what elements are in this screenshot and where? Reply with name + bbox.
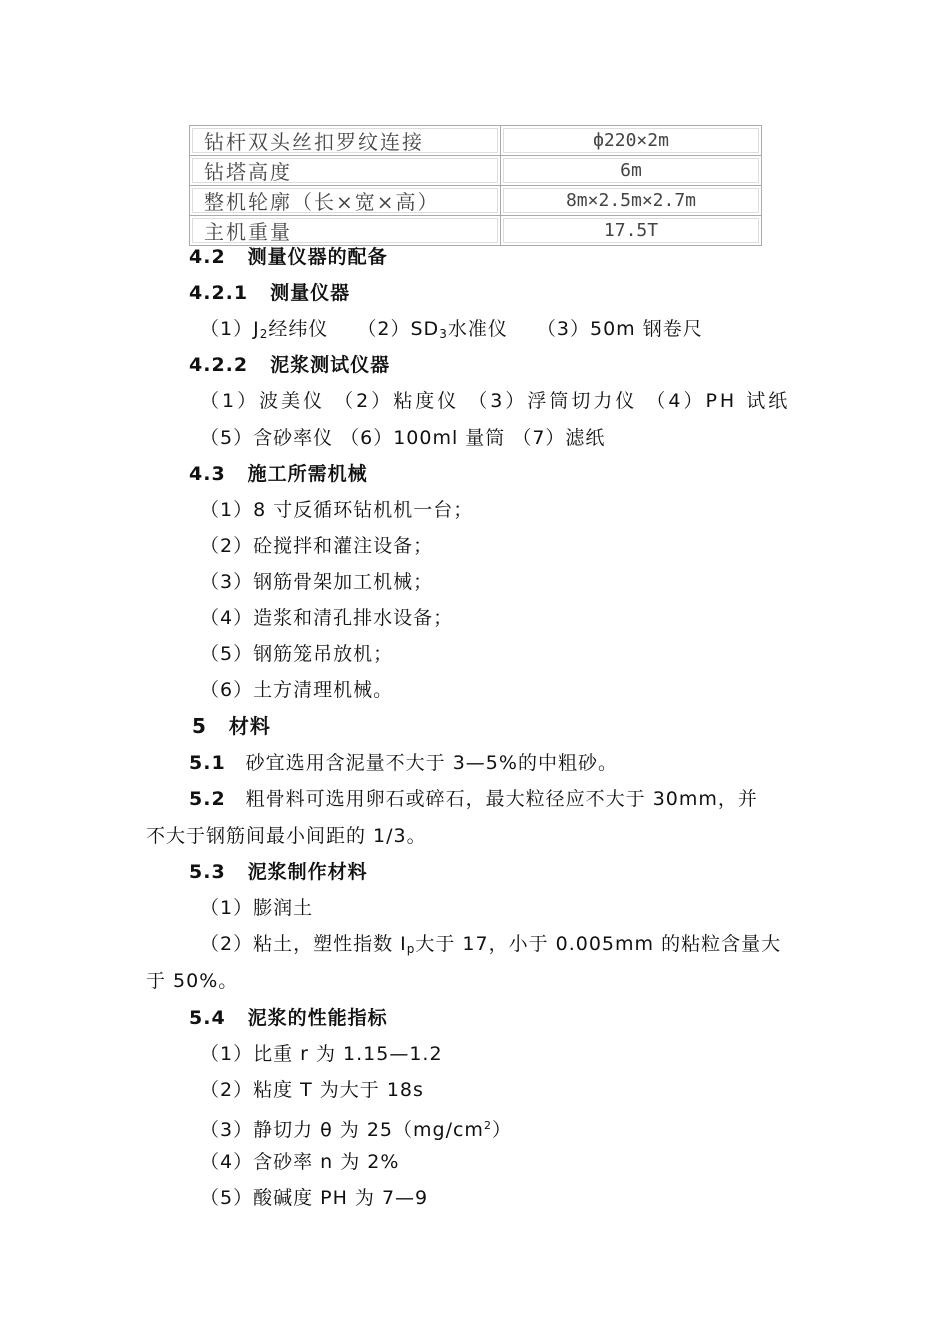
heading-4-2 — [189, 245, 388, 269]
list-item: （4）含砂率 n 为 2% — [200, 1151, 400, 1173]
heading-5-4 — [189, 1006, 388, 1030]
item-text: 大于 17，小于 0.005mm 的粘粒含量大 — [415, 933, 782, 955]
item-text: 经纬仪 — [268, 318, 329, 340]
list-item: （3）钢筋骨架加工机械； — [200, 571, 434, 593]
subscript: 2 — [259, 327, 269, 341]
table-row — [190, 156, 762, 186]
item-text: （1）J — [200, 318, 260, 340]
list-item: （4）造浆和清孔排水设备； — [200, 607, 454, 629]
table-key: 钻塔高度 — [190, 156, 501, 186]
list-item: （3）50m 钢卷尺 — [536, 318, 703, 340]
heading-4-2-1 — [189, 281, 350, 305]
table-value: 8m×2.5m×2.7m — [501, 186, 762, 216]
list-item — [200, 932, 781, 961]
heading-number: 4.2.1 — [189, 282, 249, 304]
mud-instrument-line-1: （1）波美仪 （2）粘度仪 （3）浮筒切力仪 （4）PH 试纸 — [200, 390, 791, 412]
paragraph-5-2 — [189, 787, 758, 811]
heading-title: 测量仪器的配备 — [247, 246, 388, 268]
paragraph-text: 粗骨料可选用卵石或碎石，最大粒径应不大于 30mm，并 — [245, 788, 758, 810]
item-text: （2）SD — [357, 318, 440, 340]
list-item: （5）钢筋笼吊放机； — [200, 643, 394, 665]
list-item: （6）土方清理机械。 — [200, 679, 394, 701]
heading-4-3 — [189, 462, 368, 486]
spec-table — [189, 125, 762, 246]
heading-title: 测量仪器 — [270, 282, 351, 304]
item-text: 水准仪 — [447, 318, 508, 340]
list-item: （2）粘度 T 为大于 18s — [200, 1079, 424, 1101]
paragraph-number: 5.1 — [189, 752, 226, 774]
heading-title: 施工所需机械 — [247, 463, 368, 485]
list-item: （1）膨润土 — [200, 897, 314, 919]
table-key: 钻杆双头丝扣罗纹连接 — [190, 126, 501, 156]
heading-title: 泥浆测试仪器 — [270, 354, 391, 376]
instrument-list-line — [200, 317, 703, 346]
paragraph-continuation: 不大于钢筋间最小间距的 1/3。 — [146, 825, 427, 847]
list-item: （1）比重 r 为 1.15—1.2 — [200, 1043, 443, 1065]
heading-4-2-2 — [189, 353, 390, 377]
table-key: 整机轮廓（长×宽×高） — [190, 186, 501, 216]
subscript: p — [406, 942, 416, 956]
heading-number: 5.4 — [189, 1007, 226, 1029]
heading-title: 泥浆的性能指标 — [247, 1007, 388, 1029]
heading-title: 材料 — [228, 714, 271, 738]
table-value: 17.5T — [501, 216, 762, 246]
paragraph-5-1 — [189, 751, 618, 775]
list-item: （1）8 寸反循环钻机机一台； — [200, 499, 474, 521]
item-text: （2）粘土，塑性指数 I — [200, 933, 407, 955]
list-item — [357, 318, 507, 340]
heading-number: 4.2 — [189, 246, 226, 268]
heading-5-3 — [189, 860, 368, 884]
item-text: ） — [491, 1119, 512, 1141]
list-item — [200, 1114, 512, 1142]
list-item — [200, 318, 328, 340]
list-item: （5）酸碱度 PH 为 7—9 — [200, 1187, 429, 1209]
mud-instrument-line-2: （5）含砂率仪 （6）100ml 量筒 （7）滤纸 — [200, 427, 606, 449]
heading-number: 4.3 — [189, 463, 226, 485]
table-value: 6m — [501, 156, 762, 186]
paragraph-text: 砂宜选用含泥量不大于 3—5%的中粗砂。 — [245, 752, 618, 774]
superscript: 2 — [483, 1119, 492, 1132]
paragraph-continuation: 于 50%。 — [146, 970, 239, 992]
list-item: （2）砼搅拌和灌注设备； — [200, 535, 434, 557]
table-value: ф220×2m — [501, 126, 762, 156]
item-text: （3）静切力 θ 为 25（mg/cm — [200, 1119, 484, 1141]
subscript: 3 — [439, 327, 448, 341]
heading-number: 4.2.2 — [189, 354, 249, 376]
table-row — [190, 126, 762, 156]
table-key: 主机重量 — [190, 216, 501, 246]
table-row — [190, 216, 762, 246]
heading-number: 5.3 — [189, 861, 226, 883]
table-row — [190, 186, 762, 216]
heading-5 — [192, 714, 271, 738]
heading-number: 5 — [192, 714, 207, 738]
heading-title: 泥浆制作材料 — [247, 861, 368, 883]
paragraph-number: 5.2 — [189, 788, 226, 810]
